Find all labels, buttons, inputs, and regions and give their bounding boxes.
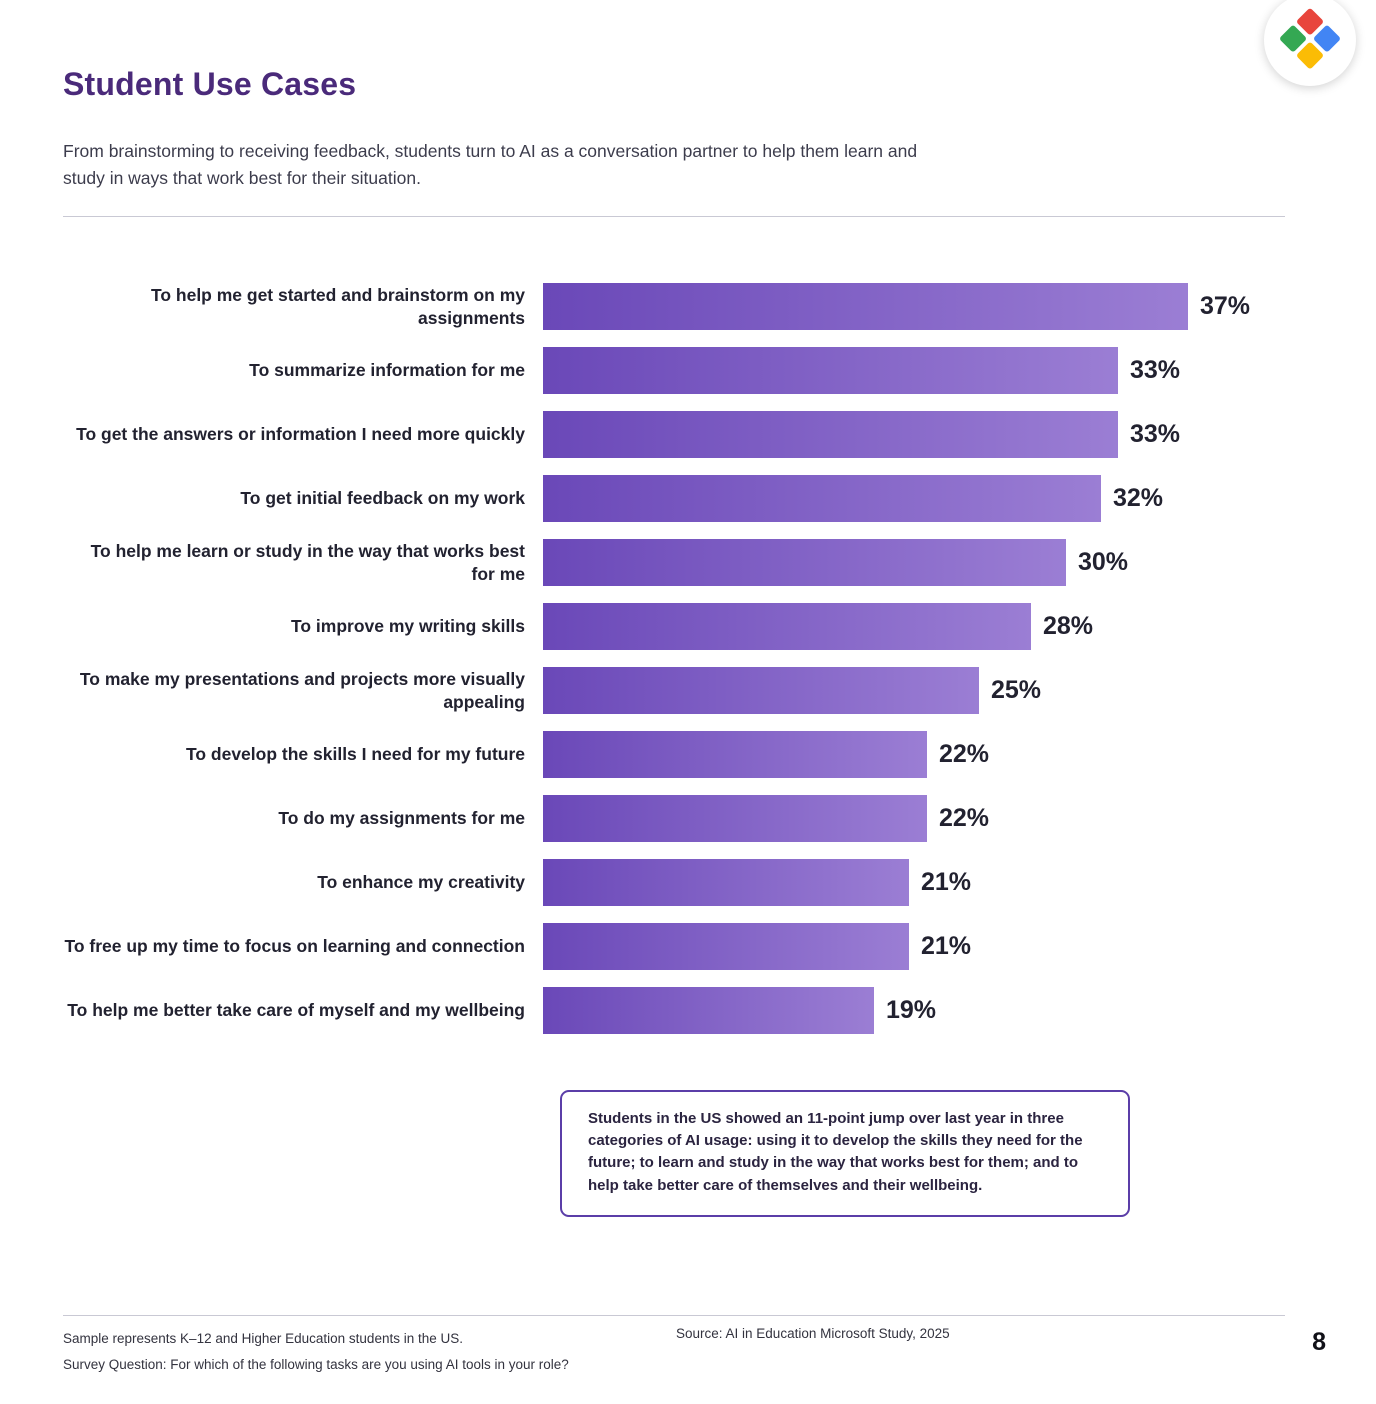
bar-value-label: 22% bbox=[939, 740, 990, 768]
bar-category-label: To make my presentations and projects more visually appealing bbox=[79, 669, 525, 712]
bar-track bbox=[543, 280, 1293, 333]
bar-track bbox=[543, 664, 1293, 717]
bar-value-label: 25% bbox=[991, 676, 1042, 704]
bar-category-label: To develop the skills I need for my future bbox=[185, 744, 525, 765]
bar bbox=[543, 987, 874, 1034]
chart-row bbox=[63, 600, 1293, 653]
bar bbox=[543, 411, 1118, 458]
bar-track bbox=[543, 728, 1293, 781]
bar bbox=[543, 603, 1031, 650]
bar bbox=[543, 731, 927, 778]
bar-category-label: To enhance my creativity bbox=[317, 872, 525, 893]
bar-track bbox=[543, 408, 1293, 461]
page-subtitle: From brainstorming to receiving feedback, students turn to AI as a conversation partner to help them learn and study in ways that work best for their situation. bbox=[63, 141, 918, 188]
bar-category-label: To improve my writing skills bbox=[290, 616, 525, 637]
logo-squares bbox=[1277, 7, 1342, 72]
bar-category-label: To summarize information for me bbox=[249, 360, 525, 381]
bar bbox=[543, 539, 1066, 586]
bar-category-label: To free up my time to focus on learning and connection bbox=[64, 936, 525, 957]
sample-note: Sample represents K–12 and Higher Education students in the US. bbox=[63, 1331, 463, 1346]
chart-row bbox=[63, 408, 1293, 461]
callout-text: Students in the US showed an 11-point jump over last year in three categories of AI usage: using it to develop the skills they need for the future; to learn and study in the way that works best for them; and to help take better care of themselves and their wellbeing. bbox=[588, 1110, 1083, 1194]
bar-track bbox=[543, 472, 1293, 525]
bar-category-label: To help me learn or study in the way that works best for me bbox=[90, 541, 525, 584]
bar-track bbox=[543, 792, 1293, 845]
bar-track bbox=[543, 600, 1293, 653]
bar-value-label: 21% bbox=[921, 932, 972, 960]
bar-track bbox=[543, 536, 1293, 589]
bar-category-label: To help me better take care of myself and my wellbeing bbox=[67, 1000, 525, 1021]
header-divider bbox=[63, 216, 1285, 217]
survey-question: Survey Question: For which of the following tasks are you using AI tools in your role? bbox=[63, 1356, 569, 1372]
microsoft-education-logo bbox=[1264, 0, 1356, 86]
source-note: Source: AI in Education Microsoft Study, 2025 bbox=[676, 1326, 950, 1341]
chart-row bbox=[63, 856, 1293, 909]
bar-track bbox=[543, 984, 1293, 1037]
bar bbox=[543, 923, 909, 970]
chart-row bbox=[63, 664, 1293, 717]
bar-value-label: 32% bbox=[1113, 484, 1164, 512]
bar bbox=[543, 475, 1101, 522]
chart-row bbox=[63, 472, 1293, 525]
chart-row bbox=[63, 344, 1293, 397]
chart-row bbox=[63, 984, 1293, 1037]
bar-value-label: 21% bbox=[921, 868, 972, 896]
bar bbox=[543, 667, 979, 714]
bar-value-label: 28% bbox=[1043, 612, 1094, 640]
bar-value-label: 33% bbox=[1130, 356, 1181, 384]
chart-row bbox=[63, 920, 1293, 973]
bar bbox=[543, 347, 1118, 394]
bar-track bbox=[543, 344, 1293, 397]
bar-category-label: To do my assignments for me bbox=[278, 808, 525, 829]
student-use-cases-bar-chart bbox=[63, 280, 1293, 1048]
chart-row bbox=[63, 792, 1293, 845]
bar-value-label: 37% bbox=[1200, 292, 1251, 320]
bar-track bbox=[543, 856, 1293, 909]
chart-row bbox=[63, 536, 1293, 589]
bar-value-label: 33% bbox=[1130, 420, 1181, 448]
chart-row bbox=[63, 280, 1293, 333]
footnotes bbox=[63, 1326, 569, 1377]
callout-box bbox=[560, 1090, 1130, 1217]
bar bbox=[543, 795, 927, 842]
bar bbox=[543, 859, 909, 906]
bar-value-label: 30% bbox=[1078, 548, 1129, 576]
bar bbox=[543, 283, 1188, 330]
bar-category-label: To get the answers or information I need more quickly bbox=[76, 424, 525, 445]
page-title: Student Use Cases bbox=[63, 66, 357, 102]
bar-value-label: 22% bbox=[939, 804, 990, 832]
bar-category-label: To get initial feedback on my work bbox=[240, 488, 525, 509]
chart-row bbox=[63, 728, 1293, 781]
footer-divider bbox=[63, 1315, 1285, 1316]
bar-track bbox=[543, 920, 1293, 973]
bar-value-label: 19% bbox=[886, 996, 937, 1024]
bar-category-label: To help me get started and brainstorm on my assignments bbox=[150, 285, 525, 328]
page-number: 8 bbox=[1312, 1328, 1326, 1356]
